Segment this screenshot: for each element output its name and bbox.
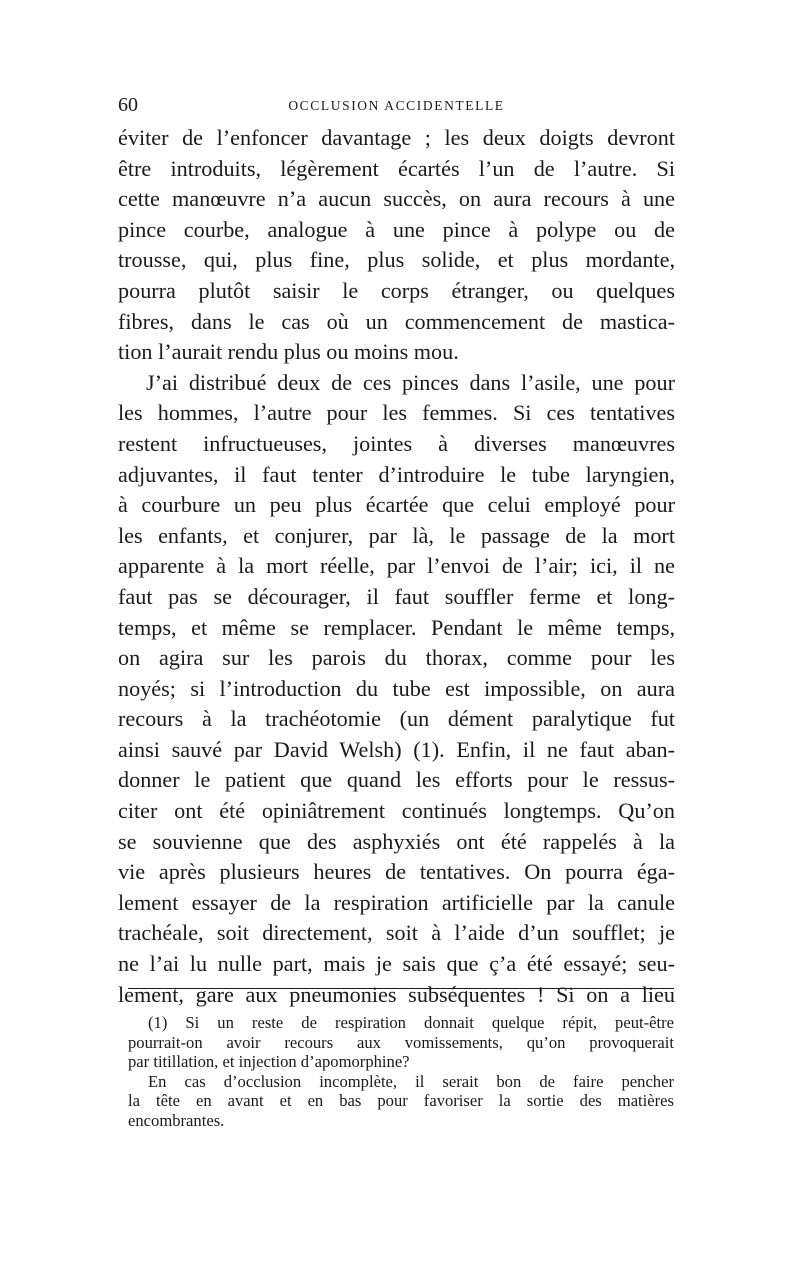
body-text — [118, 123, 675, 1010]
text-line: faut pas se décourager, il faut souffler ferme et long- — [118, 583, 675, 609]
text-line: à courbure un peu plus écartée que celui employé pour — [118, 492, 675, 518]
running-title: OCCLUSION ACCIDENTELLE — [288, 98, 505, 113]
text-line: recours à la trachéotomie (un dément paralytique fut — [118, 706, 675, 732]
text-line: ne l’ai lu nulle part, mais je sais que ç’a été essayé; seu- — [118, 951, 675, 977]
text-line: apparente à la mort réelle, par l’envoi de l’air; ici, il ne — [118, 553, 675, 579]
text-line: pince courbe, analogue à une pince à polype ou de — [118, 216, 675, 242]
text-line: J’ai distribué deux de ces pinces dans l’asile, une pour — [146, 369, 675, 395]
footnote-line: En cas d’occlusion incomplète, il serait bon de faire pencher — [148, 1071, 674, 1091]
page-number: 60 — [118, 94, 138, 116]
text-line: trachéale, soit directement, soit à l’aide d’un soufflet; je — [118, 920, 675, 946]
footnotes — [128, 1013, 674, 1131]
text-line: noyés; si l’introduction du tube est impossible, on aura — [118, 675, 675, 701]
text-line: vie après plusieurs heures de tentatives. On pourra éga- — [118, 859, 675, 885]
text-line: lement essayer de la respiration artificielle par la canule — [118, 889, 675, 915]
footnote-line: pourrait-on avoir recours aux vomissements, qu’on provoquerait — [128, 1032, 674, 1052]
text-line: fibres, dans le cas où un commencement de mastica- — [118, 308, 675, 334]
text-line: trousse, qui, plus fine, plus solide, et plus mordante, — [118, 247, 675, 273]
footnote-line: (1) Si un reste de respiration donnait quelque répit, peut-être — [148, 1013, 674, 1032]
text-line: cette manœuvre n’a aucun succès, on aura recours à une — [118, 186, 675, 212]
text-line: on agira sur les parois du thorax, comme pour les — [118, 645, 675, 671]
text-line: éviter de l’enfoncer davantage ; les deux doigts devront — [118, 125, 675, 150]
text-line: donner le patient que quand les efforts pour le ressus- — [118, 767, 675, 793]
text-line: citer ont été opiniâtrement continués longtemps. Qu’on — [118, 798, 675, 824]
text-line: temps, et même se remplacer. Pendant le même temps, — [118, 614, 675, 640]
footnote-line: par titillation, et injection d’apomorphine? — [128, 1052, 410, 1072]
page-header — [118, 92, 675, 118]
text-line: pourra plutôt saisir le corps étranger, ou quelques — [118, 277, 675, 303]
text-line: tion l’aurait rendu plus ou moins mou. — [118, 339, 459, 365]
text-line: se souvienne que des asphyxiés ont été rappelés à la — [118, 828, 675, 854]
text-line: ainsi sauvé par David Welsh) (1). Enfin, il ne faut aban- — [118, 736, 675, 762]
text-line: être introduits, légèrement écartés l’un de l’autre. Si — [118, 155, 675, 181]
footnote-line: encombrantes. — [128, 1110, 225, 1130]
text-line: adjuvantes, il faut tenter d’introduire le tube laryngien, — [118, 461, 675, 487]
text-line: les hommes, l’autre pour les femmes. Si ces tentatives — [118, 400, 675, 426]
text-line: les enfants, et conjurer, par là, le passage de la mort — [118, 522, 675, 548]
text-line: restent infructueuses, jointes à diverses manœuvres — [118, 430, 675, 456]
text-line: lement, gare aux pneumonies subséquentes ! Si on a lieu — [118, 981, 675, 1007]
footnote-line: la tête en avant et en bas pour favoriser la sortie des matières — [128, 1091, 674, 1111]
footnote-divider — [128, 988, 674, 989]
